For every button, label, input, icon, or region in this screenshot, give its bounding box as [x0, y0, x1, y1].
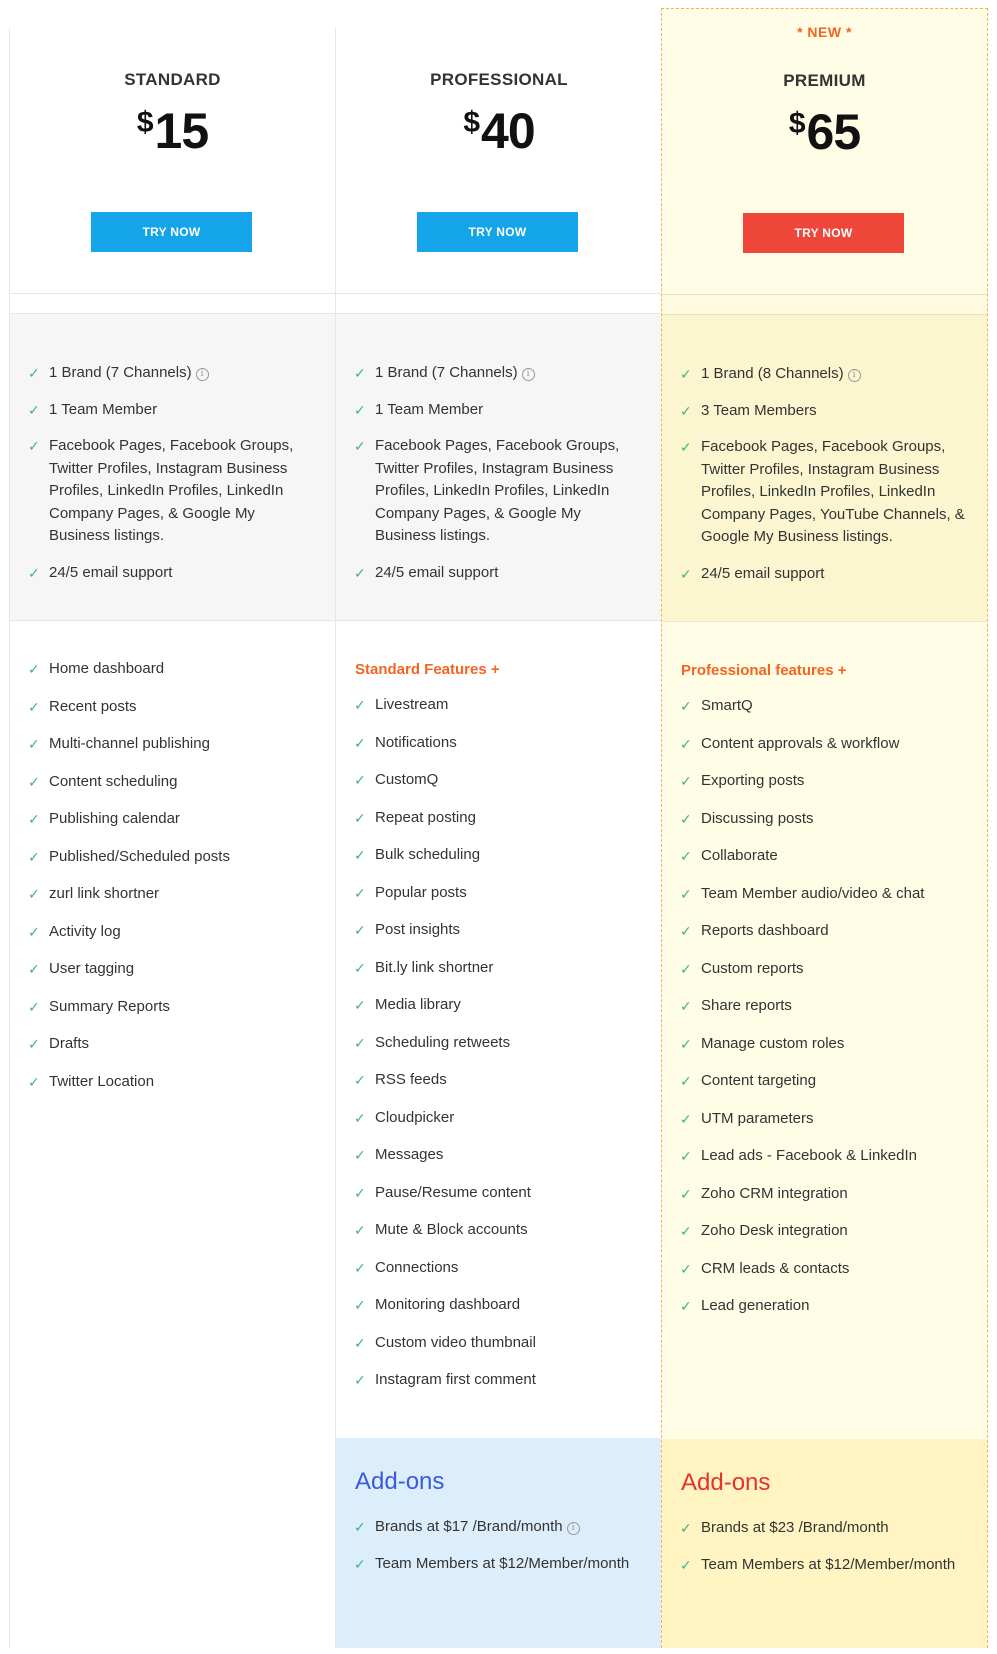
check-icon: ✓ [28, 1073, 40, 1090]
core-feature-list [662, 315, 987, 585]
list-item: ✓ Multi-channel publishing [49, 733, 317, 756]
list-item: ✓ Pause/Resume content [375, 1182, 644, 1205]
check-icon: ✓ [354, 1109, 366, 1126]
check-icon: ✓ [680, 1556, 692, 1573]
info-icon[interactable]: i [848, 369, 861, 382]
list-item: ✓ Custom video thumbnail [375, 1332, 644, 1355]
plan-features [10, 622, 335, 1108]
check-icon: ✓ [680, 1073, 692, 1089]
check-icon: ✓ [354, 438, 366, 454]
plan-features [336, 622, 662, 1407]
list-item: ✓ Messages [375, 1144, 644, 1167]
list-item: ✓ Connections [375, 1257, 644, 1280]
list-item: ✓ UTM parameters [701, 1108, 969, 1131]
check-icon: ✓ [354, 809, 366, 826]
check-icon: ✓ [354, 997, 366, 1013]
list-item: ✓ Team Member audio/video & chat [701, 883, 969, 906]
list-item: ✓ RSS feeds [375, 1069, 644, 1092]
list-item: ✓ User tagging [49, 958, 317, 981]
list-item: ✓ Zoho Desk integration [701, 1220, 969, 1243]
list-item: ✓ CustomQ [375, 769, 644, 792]
feature-list [336, 681, 662, 1392]
list-item: ✓ 1 Team Member [375, 399, 644, 422]
check-icon: ✓ [680, 885, 692, 902]
try-now-button[interactable]: TRY NOW [417, 212, 578, 252]
currency-symbol: $ [136, 106, 153, 139]
plan-price [662, 103, 987, 161]
check-icon: ✓ [680, 1148, 692, 1164]
list-item: ✓ Home dashboard [49, 658, 317, 681]
check-icon: ✓ [28, 886, 40, 902]
check-icon: ✓ [354, 922, 366, 938]
check-icon: ✓ [354, 1222, 366, 1238]
list-item: ✓ Team Members at $12/Member/month [375, 1553, 644, 1576]
info-icon[interactable]: i [567, 1522, 580, 1535]
list-item: ✓ Manage custom roles [701, 1033, 969, 1056]
check-icon: ✓ [354, 734, 366, 751]
list-item: ✓ Popular posts [375, 882, 644, 905]
divider [336, 294, 662, 314]
check-icon: ✓ [680, 735, 692, 752]
check-icon: ✓ [28, 998, 40, 1015]
plan-column-standard [9, 28, 336, 1648]
list-item: ✓ Recent posts [49, 696, 317, 719]
list-item: ✓ Drafts [49, 1033, 317, 1056]
core-features [662, 315, 987, 622]
check-icon: ✓ [28, 438, 40, 454]
check-icon: ✓ [680, 1223, 692, 1239]
list-item: ✓ 24/5 email support [375, 562, 644, 585]
list-item: ✓ Activity log [49, 921, 317, 944]
addons-section [662, 1439, 987, 1648]
addons-list [662, 1498, 987, 1576]
plan-features [662, 623, 987, 1333]
check-icon: ✓ [354, 772, 366, 788]
core-features [10, 314, 335, 621]
check-icon: ✓ [354, 1519, 366, 1535]
list-item: ✓ Summary Reports [49, 996, 317, 1019]
check-icon: ✓ [354, 1297, 366, 1313]
list-item: ✓ 1 Brand (8 Channels) i [701, 363, 969, 386]
core-feature-list [336, 314, 662, 584]
list-item: ✓ Custom reports [701, 958, 969, 981]
list-item: ✓ 24/5 email support [49, 562, 317, 585]
check-icon: ✓ [28, 773, 40, 790]
check-icon: ✓ [354, 1034, 366, 1051]
list-item: ✓ Monitoring dashboard [375, 1294, 644, 1317]
list-item: ✓ Cloudpicker [375, 1107, 644, 1130]
currency-symbol: $ [788, 107, 805, 140]
check-icon: ✓ [680, 1035, 692, 1052]
price-amount: 65 [806, 104, 861, 160]
info-icon[interactable]: i [522, 368, 535, 381]
list-item: ✓ Published/Scheduled posts [49, 846, 317, 869]
list-item: ✓ Media library [375, 994, 644, 1017]
list-item: ✓ Notifications [375, 732, 644, 755]
plan-name: PREMIUM [783, 71, 866, 90]
addons-heading: Add-ons [681, 1469, 771, 1496]
check-icon: ✓ [354, 884, 366, 901]
check-icon: ✓ [680, 923, 692, 939]
check-icon: ✓ [28, 1036, 40, 1052]
check-icon: ✓ [28, 736, 40, 752]
features-heading: Standard Features + [355, 661, 500, 678]
list-item: ✓ 1 Team Member [49, 399, 317, 422]
divider [662, 295, 987, 315]
check-icon: ✓ [28, 698, 40, 715]
list-item: ✓ Instagram first comment [375, 1369, 644, 1392]
check-icon: ✓ [354, 697, 366, 713]
list-item: ✓ zurl link shortner [49, 883, 317, 906]
list-item: ✓ Exporting posts [701, 770, 969, 793]
check-icon: ✓ [680, 848, 692, 864]
list-item: ✓ 1 Brand (7 Channels) i [49, 362, 317, 385]
list-item: ✓ Facebook Pages, Facebook Groups, Twitter Profiles, Instagram Business Profiles, LinkedIn Profiles, LinkedIn Company Pages, & Google My Business listings. [354, 437, 620, 544]
check-icon: ✓ [680, 1520, 692, 1536]
check-icon: ✓ [680, 565, 692, 582]
check-icon: ✓ [28, 811, 40, 827]
list-item: ✓ Twitter Location [49, 1071, 317, 1094]
check-icon: ✓ [680, 773, 692, 789]
core-feature-list [10, 314, 335, 584]
check-icon: ✓ [28, 401, 40, 418]
try-now-button[interactable]: TRY NOW [743, 213, 904, 253]
plan-name: STANDARD [124, 70, 221, 89]
list-item: ✓ Facebook Pages, Facebook Groups, Twitter Profiles, Instagram Business Profiles, LinkedIn Profiles, LinkedIn Company Pages, YouTube Channels, & Google My Business listings. [680, 438, 965, 545]
check-icon: ✓ [354, 1147, 366, 1163]
check-icon: ✓ [680, 1298, 692, 1314]
list-item: ✓ Content targeting [701, 1070, 969, 1093]
addons-list [336, 1497, 662, 1575]
currency-symbol: $ [463, 106, 480, 139]
list-item: ✓ Publishing calendar [49, 808, 317, 831]
check-icon: ✓ [680, 960, 692, 977]
price-amount: 15 [154, 103, 209, 159]
feature-list [10, 622, 335, 1093]
list-item: ✓ Collaborate [701, 845, 969, 868]
addons-section [336, 1438, 662, 1648]
check-icon: ✓ [354, 564, 366, 581]
addons-heading: Add-ons [355, 1468, 445, 1495]
list-item: ✓ 24/5 email support [701, 563, 969, 586]
features-heading: Professional features + [681, 662, 847, 679]
check-icon: ✓ [680, 1185, 692, 1202]
list-item: ✓ Zoho CRM integration [701, 1183, 969, 1206]
list-item: ✓ Reports dashboard [701, 920, 969, 943]
list-item: ✓ Scheduling retweets [375, 1032, 644, 1055]
plan-header [336, 28, 662, 294]
list-item: ✓ Discussing posts [701, 808, 969, 831]
info-icon[interactable]: i [196, 368, 209, 381]
check-icon: ✓ [354, 1072, 366, 1088]
check-icon: ✓ [680, 810, 692, 827]
list-item: ✓ Facebook Pages, Facebook Groups, Twitter Profiles, Instagram Business Profiles, LinkedIn Profiles, LinkedIn Company Pages, & Google My Business listings. [28, 437, 294, 544]
check-icon: ✓ [354, 1372, 366, 1388]
plan-column-premium [661, 8, 988, 1648]
check-icon: ✓ [354, 847, 366, 863]
plan-header [662, 29, 987, 295]
core-features [336, 314, 662, 621]
check-icon: ✓ [680, 1260, 692, 1277]
check-icon: ✓ [28, 961, 40, 977]
plan-header [10, 28, 335, 294]
list-item: ✓ Lead ads - Facebook & LinkedIn [701, 1145, 969, 1168]
check-icon: ✓ [680, 998, 692, 1014]
divider [10, 294, 335, 314]
check-icon: ✓ [680, 402, 692, 419]
check-icon: ✓ [354, 365, 366, 381]
plan-price [336, 102, 662, 160]
list-item: ✓ Bit.ly link shortner [375, 957, 644, 980]
check-icon: ✓ [28, 564, 40, 581]
list-item: ✓ 1 Brand (7 Channels) i [375, 362, 644, 385]
check-icon: ✓ [354, 1555, 366, 1572]
list-item: ✓ Content scheduling [49, 771, 317, 794]
list-item: ✓ CRM leads & contacts [701, 1258, 969, 1281]
check-icon: ✓ [680, 1110, 692, 1127]
check-icon: ✓ [28, 661, 40, 677]
feature-list [662, 682, 987, 1318]
check-icon: ✓ [28, 848, 40, 865]
check-icon: ✓ [680, 439, 692, 455]
price-amount: 40 [481, 103, 535, 159]
check-icon: ✓ [354, 401, 366, 418]
check-icon: ✓ [680, 698, 692, 714]
list-item: ✓ Mute & Block accounts [375, 1219, 644, 1242]
check-icon: ✓ [354, 1259, 366, 1276]
new-badge: * NEW * [797, 24, 852, 40]
list-item: ✓ Repeat posting [375, 807, 644, 830]
check-icon: ✓ [680, 366, 692, 382]
check-icon: ✓ [354, 1184, 366, 1201]
list-item: ✓ Team Members at $12/Member/month [701, 1554, 969, 1577]
list-item: ✓ Bulk scheduling [375, 844, 644, 867]
check-icon: ✓ [354, 959, 366, 976]
list-item: ✓ Post insights [375, 919, 644, 942]
check-icon: ✓ [28, 365, 40, 381]
list-item: ✓ Lead generation [701, 1295, 969, 1318]
list-item: ✓ Content approvals & workflow [701, 733, 969, 756]
check-icon: ✓ [354, 1334, 366, 1351]
list-item: ✓ SmartQ [701, 695, 969, 718]
plan-name: PROFESSIONAL [430, 70, 568, 89]
list-item: ✓ 3 Team Members [701, 400, 969, 423]
check-icon: ✓ [28, 923, 40, 940]
plan-price [10, 102, 335, 160]
list-item: ✓ Brands at $23 /Brand/month [701, 1517, 969, 1540]
list-item: ✓ Brands at $17 /Brand/month i [375, 1516, 644, 1539]
plan-column-professional [335, 28, 662, 1648]
try-now-button[interactable]: TRY NOW [91, 212, 252, 252]
list-item: ✓ Livestream [375, 694, 644, 717]
list-item: ✓ Share reports [701, 995, 969, 1018]
